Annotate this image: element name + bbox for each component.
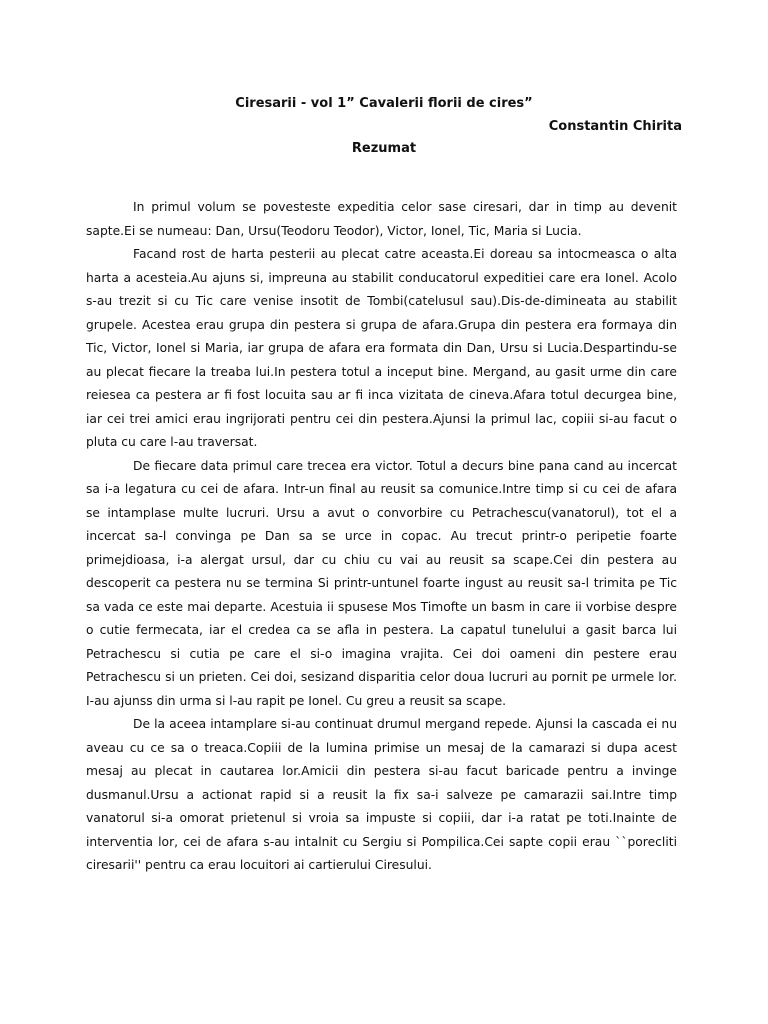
paragraph-2: Facand rost de harta pesterii au plecat catre aceasta.Ei doreau sa intocmeasca o alta harta a acesteia.Au ajuns si, impreuna au stabilit conducatorul expeditiei care era Ionel. Acolo s-au trezit si cu Tic care venise insotit de Tombi(catelusul sau).Dis-de-dimineata au stabilit grupele. Acestea erau grupa din pestera si grupa de afara.Grupa din pestera era formaya din Tic, Victor, Ionel si Maria, iar grupa de afara era formata din Dan, Ursu si Lucia.Despartindu-se au plecat fiecare la treaba lui.In pestera totul a inceput bine. Mergand, au gasit urme din care reiesea ca pestera ar fi fost locuita sau ar fi inca vizitata de cineva.Afara totul decurgea bine, iar cei trei amici erau ingrijorati pentru cei din pestera.Ajunsi la primul lac, copiii si-au facut o pluta cu care l-au traversat. (86, 247, 677, 449)
paragraph-3: De fiecare data primul care trecea era victor. Totul a decurs bine pana cand au incercat sa i-a legatura cu cei de afara. Intr-un final au reusit sa comunice.Intre timp si cu cei de afara se intamplase multe lucruri. Ursu a avut o convorbire cu Petrachescu(vanatorul), tot el a incercat sa-l convinga pe Dan sa se urce in copac. Au trecut printr-o peripetie foarte primejdioasa, i-a alergat ursul, dar cu chiu cu vai au reusit sa scape.Cei din pestera au descoperit ca pestera nu se termina Si printr-untunel foarte ingust au reusit sa-l trimita pe Tic sa vada ce este mai departe. Acestuia ii spusese Mos Timofte un basm in care ii vorbise despre o cutie fermecata, iar el credea ca se afla in pestera. La capatul tunelului a gasit barca lui Petrachescu si cutia pe care el si-o imagina vrajita. Cei doi oameni din pestere erau Petrachescu si un prieten. Cei doi, sesizand disparitia celor doua lucruri au pornit pe urmele lor. I-au ajunss din urma si l-au rapit pe Ionel. Cu greu a reusit sa scape. (86, 458, 677, 708)
paragraph-4: De la aceea intamplare si-au continuat drumul mergand repede. Ajunsi la cascada ei nu aveau cu ce sa o treaca.Copiii de la lumina primise un mesaj de la camarazi si dupa acest mesaj au plecat in cautarea lor.Amicii din pestera si-au facut baricade pentru a invinge dusmanul.Ursu a actionat rapid si a reusit la fix sa-i salveze pe camarazii sai.Intre timp vanatorul si-a omorat prietenul si vroia sa impuste si copiii, dar i-a ratat pe toti.Inainte de interventia lor, cei de afara s-au intalnit cu Sergiu si Pompilica.Cei sapte copii erau ``porecliti ciresarii'' pentru ca erau locuitori ai cartierului Ciresului. (86, 717, 677, 872)
document-author: Constantin Chirita (548, 119, 682, 134)
document-body (86, 196, 677, 878)
document-title: Ciresarii - vol 1” Cavalerii florii de cires” (235, 96, 533, 111)
paragraph-1: In primul volum se povesteste expeditia celor sase ciresari, dar in timp au devenit sapte.Ei se numeau: Dan, Ursu(Teodoru Teodor), Victor, Ionel, Tic, Maria si Lucia. (86, 200, 677, 238)
document-subtitle: Rezumat (351, 141, 417, 156)
